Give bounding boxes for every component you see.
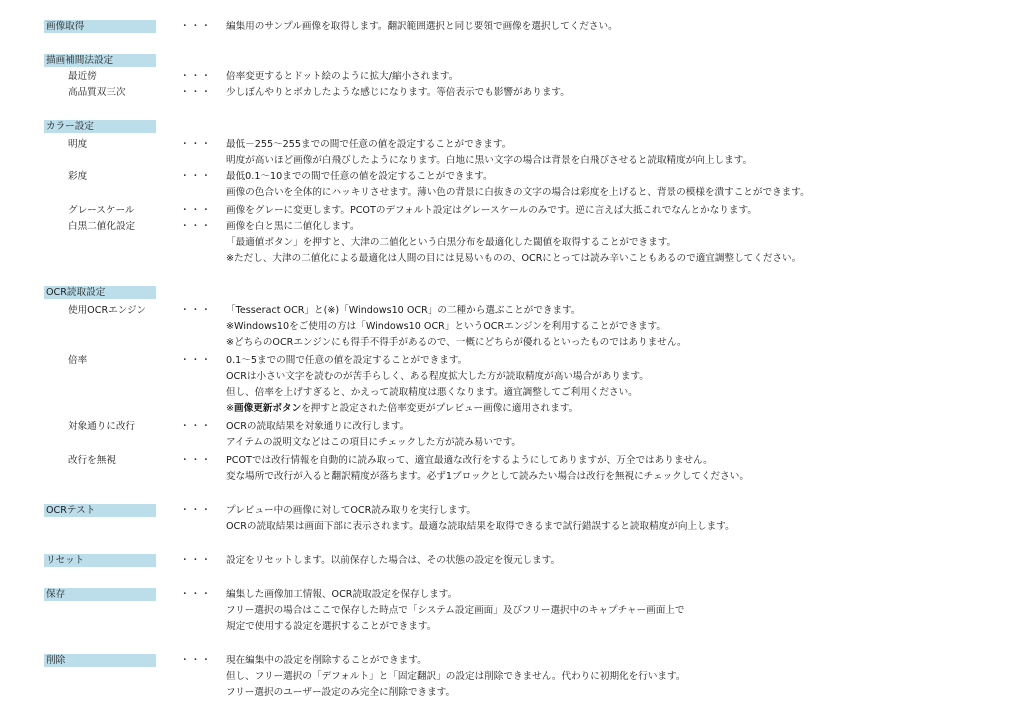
delete-desc-1: 現在編集中の設定を削除することができます。 [226,655,427,666]
scale-desc-1: 0.1～5までの間で任意の値を設定することができます。 [226,355,468,366]
binarize-desc-1: 画像を白と黒に二値化します。 [226,221,360,232]
separator-dots: ・・・ [180,205,212,216]
nearest-description: 倍率変更するとドット絵のように拡大/縮小されます。 [226,71,459,82]
brightness-desc-2: 明度が高いほど画像が白飛びしたようになります。白地に黒い文字の場合は背景を白飛びさせると読取精度が向上します。 [226,155,753,166]
ocr-test-desc-2: OCRの読取結果は画面下部に表示されます。最適な読取結果を取得できるまで試行錯誤すると読取精度が向上します。 [226,521,735,532]
label-brightness: 明度 [68,139,88,150]
section-header-image-get: 画像取得 [44,20,156,33]
scale-desc-4 [226,402,578,415]
scale-desc-4-suffix: を押すと設定された倍率変更がプレビュー画像に適用されます。 [301,403,579,414]
ocr-test-desc-1: プレビュー中の画像に対してOCR読み取りを実行します。 [226,505,477,516]
saturation-desc-1: 最低0.1～10までの間で任意の値を設定することができます。 [226,171,493,182]
save-desc-1: 編集した画像加工情報、OCR読取設定を保存します。 [226,589,458,600]
separator-dots: ・・・ [180,455,212,466]
section-header-ocr-test: OCRテスト [44,504,156,517]
label-ignore-linebreak: 改行を無視 [68,455,116,466]
save-desc-2: フリー選択の場合はここで保存した時点で「システム設定画面」及びフリー選択中のキャプチャー画面上で [226,605,685,616]
label-bicubic: 高品質双三次 [68,87,126,98]
section-header-save: 保存 [44,588,156,601]
separator-dots: ・・・ [180,355,212,366]
saturation-desc-2: 画像の色合いを全体的にハッキリさせます。薄い色の背景に白抜きの文字の場合は彩度を上げると、背景の模様を潰すことができます。 [226,187,810,198]
ocr-engine-desc-3: ※どちらのOCRエンジンにも得手不得手があるので、一概にどちらが優れるといったものではありません。 [226,337,687,348]
save-desc-3: 規定で使用する設定を選択することができます。 [226,621,437,632]
separator-dots: ・・・ [180,71,212,82]
scale-desc-2: OCRは小さい文字を読むのが苦手らしく、ある程度拡大した方が読取精度が高い場合があります。 [226,371,649,382]
separator-dots: ・・・ [180,655,212,666]
separator-dots: ・・・ [180,555,212,566]
separator-dots: ・・・ [180,589,212,600]
reset-desc-1: 設定をリセットします。以前保存した場合は、その状態の設定を復元します。 [226,555,561,566]
bicubic-description: 少しぼんやりとボカしたような感じになります。等倍表示でも影響があります。 [226,87,570,98]
label-binarize: 白黒二値化設定 [68,221,136,232]
ignore-linebreak-desc-1: PCOTでは改行情報を自動的に読み取って、適宜最適な改行をするようにしてありますが、万全ではありません。 [226,455,713,466]
separator-dots: ・・・ [180,221,212,232]
ignore-linebreak-desc-2: 変な場所で改行が入ると翻訳精度が落ちます。必ず1ブロックとして読みたい場合は改行を無視にチェックしてください。 [226,471,749,482]
delete-desc-3: フリー選択のユーザー設定のみ完全に削除できます。 [226,687,456,698]
label-scale: 倍率 [68,355,88,366]
ocr-engine-desc-1: 「Tesseract OCR」と(※)「Windows10 OCR」の二種から選ぶことができます。 [226,305,581,316]
scale-desc-3: 但し、倍率を上げすぎると、かえって読取精度は悪くなります。適宜調整してご利用ください。 [226,387,638,398]
section-header-interpolation: 描画補間法設定 [44,54,156,67]
label-linebreak: 対象通りに改行 [68,421,136,432]
update-image-button-name: 画像更新ボタン [234,403,302,414]
separator-dots: ・・・ [180,505,212,516]
label-saturation: 彩度 [68,171,88,182]
separator-dots: ・・・ [180,87,212,98]
brightness-desc-1: 最低－255～255までの間で任意の値を設定することができます。 [226,139,512,150]
linebreak-desc-1: OCRの読取結果を対象通りに改行します。 [226,421,410,432]
image-get-description: 編集用のサンプル画像を取得します。翻訳範囲選択と同じ要領で画像を選択してください。 [226,21,618,32]
section-header-delete: 削除 [44,654,156,667]
label-ocr-engine: 使用OCRエンジン [68,305,146,316]
separator-dots: ・・・ [180,21,212,32]
delete-desc-2: 但し、フリー選択の「デフォルト」と「固定翻訳」の設定は削除できません。代わりに初期化を行います。 [226,671,686,682]
separator-dots: ・・・ [180,421,212,432]
label-nearest: 最近傍 [68,71,97,82]
binarize-desc-2: 「最適値ボタン」を押すと、大津の二値化という白黒分布を最適化した閾値を取得することができます。 [226,237,677,248]
separator-dots: ・・・ [180,171,212,182]
section-header-color: カラー設定 [44,120,156,133]
label-grayscale: グレースケール [68,205,135,216]
scale-desc-4-prefix: ※ [226,403,235,414]
section-header-ocr: OCR読取設定 [44,286,156,299]
grayscale-desc-1: 画像をグレーに変更します。PCOTのデフォルト設定はグレースケールのみです。逆に言えば大抵これでなんとかなります。 [226,205,757,216]
binarize-desc-3: ※ただし、大津の二値化による最適化は人間の目には見易いものの、OCRにとっては読み辛いこともあるので適宜調整してください。 [226,253,802,264]
ocr-engine-desc-2: ※Windows10をご使用の方は「Windows10 OCR」というOCRエンジンを利用することができます。 [226,321,666,332]
separator-dots: ・・・ [180,305,212,316]
linebreak-desc-2: アイテムの説明文などはこの項目にチェックした方が読み易いです。 [226,437,522,448]
separator-dots: ・・・ [180,139,212,150]
section-header-reset: リセット [44,554,156,567]
